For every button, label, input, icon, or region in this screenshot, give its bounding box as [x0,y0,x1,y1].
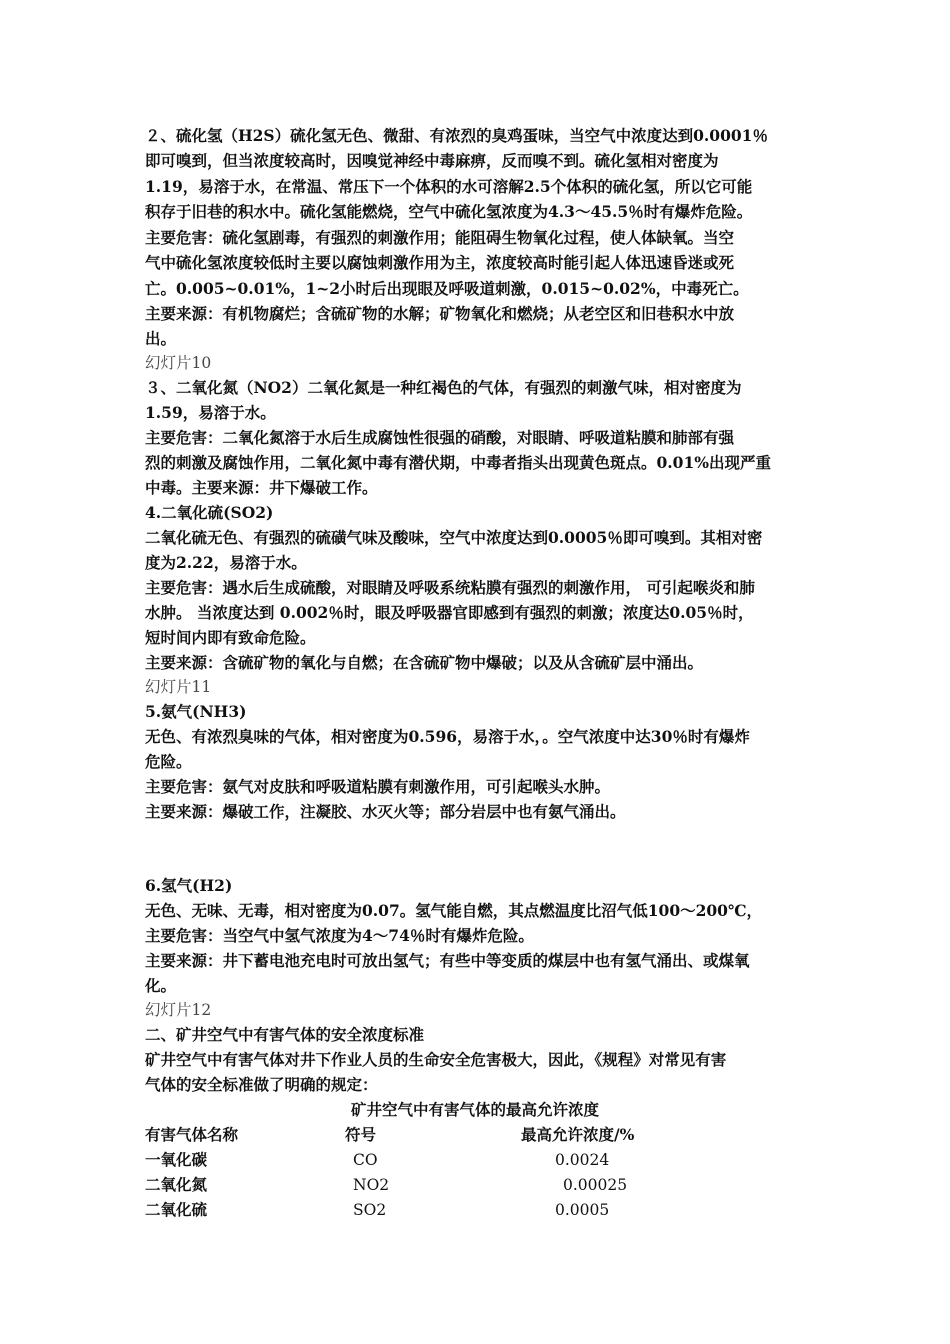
table-caption: 矿井空气中有害气体的最高允许浓度 [350,1100,599,1119]
h2s-paragraph-line: 1.19，易溶于水，在常温、常压下一个体积的水可溶解2.5个体积的硫化氢，所以它可能 [145,177,753,196]
section-heading: 二、矿井空气中有害气体的安全浓度标准 [145,1025,425,1044]
h2s-source-line: 出。 [145,329,177,348]
table-cell-limit: 0.00025 [563,1176,628,1194]
table-cell-name: 二氧化硫 [145,1200,208,1219]
h2s-hazard-line: 亡。0.005~0.01%，1~2小时后出现眼及呼吸道刺激，0.015~0.02%，中毒死亡。 [145,279,749,298]
no2-paragraph-line: 1.59，易溶于水。 [145,403,276,422]
table-cell-symbol: SO2 [353,1201,387,1219]
h2-source-line: 化。 [145,976,177,995]
table-cell-symbol: CO [353,1151,378,1169]
section-intro-line: 气体的安全标准做了明确的规定： [145,1075,378,1094]
so2-paragraph-line: 二氧化硫无色、有强烈的硫磺气味及酸味，空气中浓度达到0.0005％即可嗅到。其相对密 [145,528,763,547]
h2s-hazard-line: 气中硫化氢浓度较低时主要以腐蚀刺激作用为主，浓度较高时能引起人体迅速昏迷或死 [145,253,735,272]
so2-heading: 4.二氧化硫(SO2) [145,503,274,522]
h2-paragraph-line: 无色、无味、无毒，相对密度为0.07。氢气能自燃，其点燃温度比沼气低100～200℃， [145,901,763,920]
no2-hazard-line: 烈的刺激及腐蚀作用，二氧化氮中毒有潜伏期，中毒者指头出现黄色斑点。0.01%出现严重 [145,453,771,472]
no2-hazard-line: 中毒。主要来源：井下爆破工作。 [145,478,378,497]
table-cell-name: 一氧化碳 [145,1150,208,1169]
so2-paragraph-line: 度为2.22，易溶于水。 [145,553,307,572]
table-cell-limit: 0.0024 [555,1151,610,1169]
h2s-paragraph-line: 即可嗅到，但当浓度较高时，因嗅觉神经中毒麻痹，反而嗅不到。硫化氢相对密度为 [145,151,719,170]
h2s-hazard-line: 主要危害：硫化氢剧毒，有强烈的刺激作用；能阻碍生物氧化过程，使人体缺氧。当空 [145,228,735,247]
nh3-paragraph-line: 无色、有浓烈臭味的气体，相对密度为0.596，易溶于水，。空气浓度中达30％时有爆炸 [145,727,750,746]
h2-heading: 6.氢气(H2) [145,876,233,895]
table-cell-limit: 0.0005 [555,1201,610,1219]
table-header-symbol: 符号 [345,1125,377,1144]
so2-hazard-line: 短时间内即有致命危险。 [145,628,316,647]
table-cell-name: 二氧化氮 [145,1175,208,1194]
h2-hazard-line: 主要危害：当空气中氢气浓度为4～74％时有爆炸危险。 [145,926,534,945]
table-cell-symbol: NO2 [353,1176,390,1194]
slide-label: 幻灯片11 [145,678,212,696]
no2-paragraph-line: ３、二氧化氮（NO2）二氧化氮是一种红褐色的气体，有强烈的刺激气味，相对密度为 [145,378,742,397]
h2s-paragraph-line: ２、硫化氢（H2S）硫化氢无色、微甜、有浓烈的臭鸡蛋味，当空气中浓度达到0.0001％ [145,126,768,145]
nh3-source-line: 主要来源：爆破工作，注凝胶、水灭火等；部分岩层中也有氨气涌出。 [145,802,626,821]
nh3-paragraph-line: 危险。 [145,752,192,771]
so2-source-line: 主要来源：含硫矿物的氧化与自燃；在含硫矿物中爆破；以及从含硫矿层中涌出。 [145,653,704,672]
h2s-source-line: 主要来源：有机物腐烂；含硫矿物的水解；矿物氧化和燃烧；从老空区和旧巷积水中放 [145,304,735,323]
table-header-limit: 最高允许浓度/% [521,1125,635,1144]
no2-hazard-line: 主要危害：二氧化氮溶于水后生成腐蚀性很强的硝酸，对眼睛、呼吸道粘膜和肺部有强 [145,428,735,447]
table-header-name: 有害气体名称 [145,1125,239,1144]
section-intro-line: 矿井空气中有害气体对井下作业人员的生命安全危害极大，因此，《规程》对常见有害 [145,1050,727,1069]
nh3-hazard-line: 主要危害：氨气对皮肤和呼吸道粘膜有刺激作用，可引起喉头水肿。 [145,777,611,796]
h2s-paragraph-line: 积存于旧巷的积水中。硫化氢能燃烧，空气中硫化氢浓度为4.3～45.5％时有爆炸危险。 [145,202,753,221]
slide-label: 幻灯片12 [145,1001,212,1019]
nh3-heading: 5.氨气(NH3) [145,702,247,721]
so2-hazard-line: 主要危害：遇水后生成硫酸，对眼睛及呼吸系统粘膜有强烈的刺激作用， 可引起喉炎和肺 [145,578,755,597]
slide-label: 幻灯片10 [145,354,212,372]
h2-source-line: 主要来源：井下蓄电池充电时可放出氢气；有些中等变质的煤层中也有氢气涌出、或煤氧 [145,951,750,970]
so2-hazard-line: 水肿。 当浓度达到 0.002％时，眼及呼吸器官即感到有强烈的刺激；浓度达0.05％时， [145,603,754,622]
